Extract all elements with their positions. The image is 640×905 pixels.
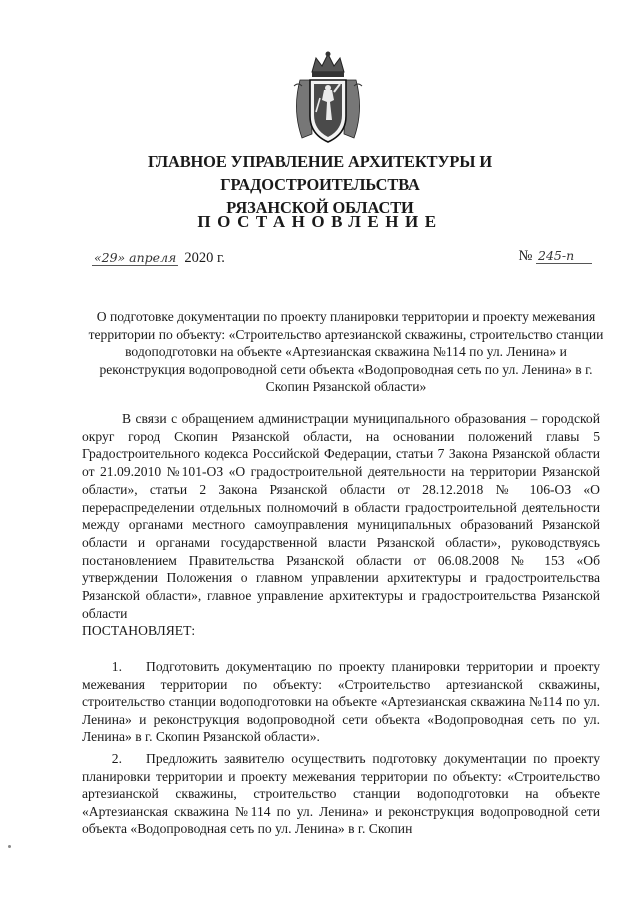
resolution-item	[82, 658, 600, 746]
item-number: 1.	[111, 659, 122, 674]
handwritten-number: 245-п	[536, 248, 592, 264]
preamble-text: В связи с обращением администрации муниципального образования – городской округ город Скопин Рязанской области, на основании положений главы 5 Градостроительного кодекса Российской Федерации, статьи 7 Закона Рязанской области от 21.09.2010 №101-ОЗ «О градостроительной деятельности на территории Рязанской области», статьи 2 Закона Рязанской области от 28.12.2018 № 106-ОЗ «О перераспределении отдельных полномочий в области градостроительной деятельности между органами местного самоуправления муниципальных образований Рязанской области и органами государственной власти Рязанской области», руководствуясь постановлением Правительства Рязанской области от 06.08.2008 № 153 «Об утверждении Положения о главном управлении архитектуры и градостроительства Рязанской области», главное управление архитектуры и градостроительства Рязанской области	[82, 411, 600, 621]
resolution-items	[82, 658, 600, 842]
resolves-word: ПОСТАНОВЛЯЕТ:	[82, 623, 196, 639]
coat-of-arms-icon	[290, 50, 366, 145]
scan-speck	[8, 845, 11, 848]
date-year: 2020 г.	[184, 250, 225, 266]
item-number: 2.	[111, 750, 122, 766]
document-subject: О подготовке документации по проекту планировки территории и проекту межевания территории по объекту: «Строительство артезианской скважины, строительство станции водоподготовки на объекте «Артезианская скважина №114 по ул. Ленина» и реконструкция водопроводной сети объекта «Водопроводная сеть по ул. Ленина» в г. Скопин Рязанской области»	[88, 309, 604, 394]
organization-title	[60, 150, 580, 219]
document-type-heading: ПОСТАНОВЛЕНИЕ	[197, 212, 443, 231]
document-date	[92, 250, 225, 267]
organization-title-line2: РЯЗАНСКОЙ ОБЛАСТИ	[226, 198, 414, 217]
document-number	[519, 248, 592, 265]
item-text: Подготовить документацию по проекту планировки территории и проекту межевания территории по объекту: «Строительство артезианской скважины, строительство станции водоподготовки на объекте «Артезианская скважина №114 по ул. Ленина» и реконструкция водопроводной сети объекта «Водопроводная сеть по ул. Ленина» в г. Скопин Рязанской области».	[82, 659, 600, 745]
number-sign: №	[518, 248, 533, 264]
resolution-item	[82, 750, 600, 838]
organization-title-line1: ГЛАВНОЕ УПРАВЛЕНИЕ АРХИТЕКТУРЫ И ГРАДОСТРОИТЕЛЬСТВА	[147, 152, 492, 194]
handwritten-date: «29» апреля	[94, 250, 177, 265]
preamble-paragraph	[82, 410, 600, 640]
item-text: Предложить заявителю осуществить подготовку документации по проекту планировки территории и проекту межевания территории по объекту: «Строительство артезианской скважины, строительство станции водоподготовки на объекте «Артезианская скважина №114 по ул. Ленина» и реконструкция водопроводной сети объекта «Водопроводная сеть по ул. Ленина» в г. Скопин	[82, 750, 600, 837]
